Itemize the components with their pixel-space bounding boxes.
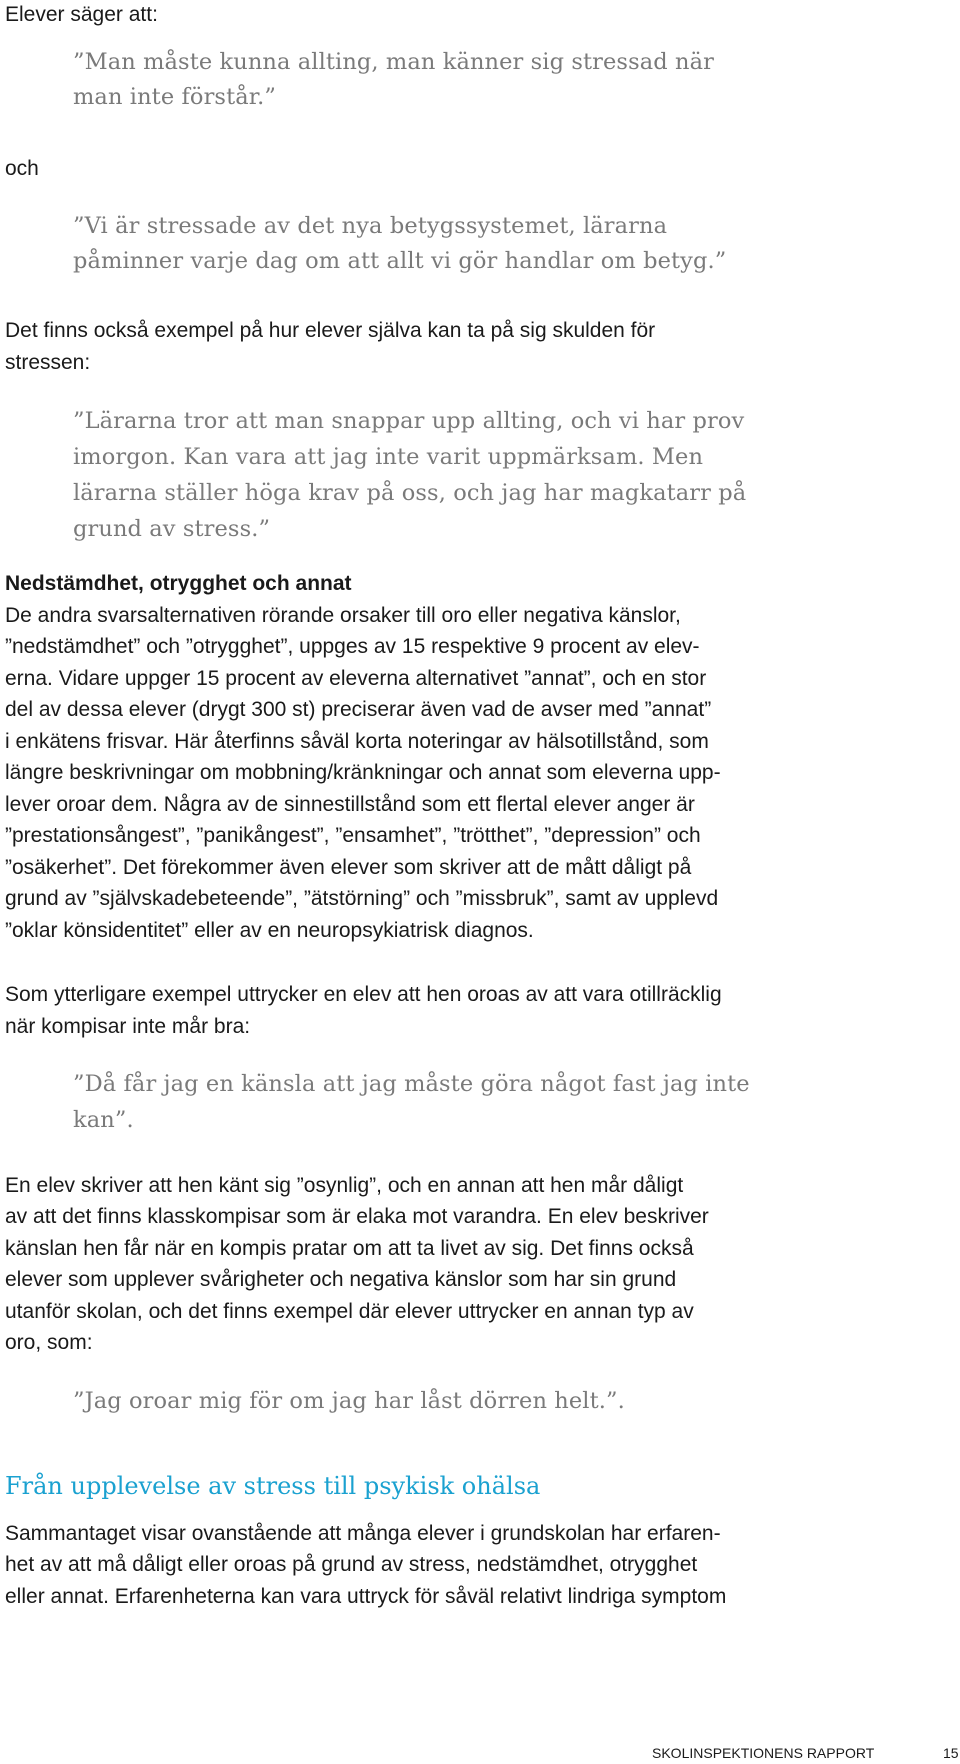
para-2-line-2: när kompisar inte mår bra:: [5, 1015, 251, 1038]
stress-line-3: eller annat. Erfarenheterna kan vara uttryck för såväl relativt lindriga symptom: [5, 1585, 727, 1608]
para-3-line-4: elever som upplever svårigheter och negativa känslor som har sin grund: [5, 1268, 677, 1291]
para-1-line-2: stressen:: [5, 351, 91, 374]
para-3-line-2: av att det finns klasskompisar som är elaka mot varandra. En elev beskriver: [5, 1205, 709, 1228]
para-3-line-1: En elev skriver att hen känt sig ”osynlig”, och en annan att hen mår dåligt: [5, 1174, 684, 1197]
quote-2-line-2: påminner varje dag om att allt vi gör handlar om betyg.”: [73, 248, 727, 274]
para-1-line-1: Det finns också exempel på hur elever själva kan ta på sig skulden för: [5, 319, 656, 342]
nedstamdhet-line-6: längre beskrivningar om mobbning/kränkningar och annat som eleverna upp-: [5, 761, 721, 784]
para-3-line-5: utanför skolan, och det finns exempel där elever uttrycker en annan typ av: [5, 1300, 694, 1323]
footer-page-number: 15: [943, 1745, 959, 1761]
section-heading-nedstamdhet: Nedstämdhet, otrygghet och annat: [5, 572, 352, 595]
quote-2-line-1: ”Vi är stressade av det nya betygssystemet, lärarna: [73, 213, 668, 239]
quote-3-line-4: grund av stress.”: [73, 516, 271, 542]
intro-label: Elever säger att:: [5, 3, 158, 26]
para-2-line-1: Som ytterligare exempel uttrycker en elev att hen oroas av att vara otillräcklig: [5, 983, 722, 1006]
nedstamdhet-line-3: erna. Vidare uppger 15 procent av eleverna alternativet ”annat”, och en stor: [5, 667, 707, 690]
quote-3-line-3: lärarna ställer höga krav på oss, och jag har magkatarr på: [73, 480, 747, 506]
para-3-line-3: känslan hen får när en kompis pratar om att ta livet av sig. Det finns också: [5, 1237, 694, 1260]
nedstamdhet-line-7: lever oroar dem. Några av de sinnestillstånd som ett flertal elever anger är: [5, 793, 695, 816]
para-3-line-6: oro, som:: [5, 1331, 93, 1354]
stress-line-1: Sammantaget visar ovanstående att många elever i grundskolan har erfaren-: [5, 1522, 721, 1545]
section-heading-stress: Från upplevelse av stress till psykisk ohälsa: [5, 1472, 541, 1500]
stress-line-2: het av att må dåligt eller oroas på grund av stress, nedstämdhet, otrygghet: [5, 1553, 698, 1576]
nedstamdhet-line-8: ”prestationsångest”, ”panikångest”, ”ensamhet”, ”trötthet”, ”depression” och: [5, 824, 701, 847]
quote-1-line-1: ”Man måste kunna allting, man känner sig stressad när: [73, 49, 714, 75]
nedstamdhet-line-4: del av dessa elever (drygt 300 st) preciserar även vad de avser med ”annat”: [5, 698, 712, 721]
nedstamdhet-line-2: ”nedstämdhet” och ”otrygghet”, uppges av 15 respektive 9 procent av elev-: [5, 635, 700, 658]
footer-report-name: SKOLINSPEKTIONENS RAPPORT: [652, 1745, 875, 1761]
nedstamdhet-line-5: i enkätens frisvar. Här återfinns såväl korta noteringar av hälsotillstånd, som: [5, 730, 709, 753]
connector-text: och: [5, 157, 39, 180]
nedstamdhet-line-11: ”oklar könsidentitet” eller av en neuropsykiatrisk diagnos.: [5, 919, 534, 942]
nedstamdhet-line-9: ”osäkerhet”. Det förekommer även elever som skriver att de mått dåligt på: [5, 856, 692, 879]
quote-1-line-2: man inte förstår.”: [73, 84, 276, 110]
quote-3-line-2: imorgon. Kan vara att jag inte varit uppmärksam. Men: [73, 444, 704, 470]
quote-3-line-1: ”Lärarna tror att man snappar upp allting, och vi har prov: [73, 408, 745, 434]
quote-4-line-2: kan”.: [73, 1107, 134, 1133]
quote-5-line-1: ”Jag oroar mig för om jag har låst dörren helt.”.: [73, 1388, 625, 1414]
quote-4-line-1: ”Då får jag en känsla att jag måste göra något fast jag inte: [73, 1071, 750, 1097]
nedstamdhet-line-10: grund av ”självskadebeteende”, ”ätstörning” och ”missbruk”, samt av upplevd: [5, 887, 719, 910]
nedstamdhet-line-1: De andra svarsalternativen rörande orsaker till oro eller negativa känslor,: [5, 604, 681, 627]
